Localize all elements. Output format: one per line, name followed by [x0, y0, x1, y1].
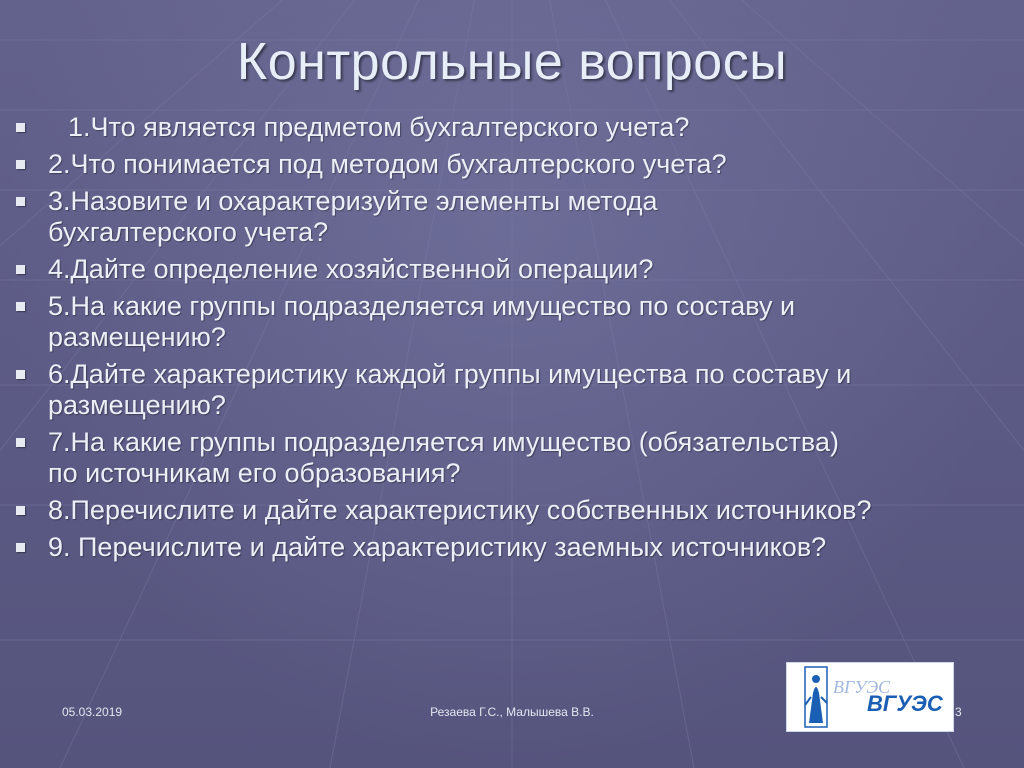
square-bullet-icon — [16, 160, 25, 169]
square-bullet-icon — [16, 543, 25, 552]
list-item — [14, 149, 934, 180]
list-item — [14, 291, 934, 353]
question-text: 3.Назовите и охарактеризуйте элементы метода бухгалтерского учета? — [48, 186, 658, 247]
square-bullet-icon — [16, 370, 25, 379]
list-item — [14, 359, 934, 421]
square-bullet-icon — [16, 265, 25, 274]
list-item — [14, 495, 934, 526]
square-bullet-icon — [16, 438, 25, 447]
list-item — [14, 532, 934, 563]
slide-title: Контрольные вопросы — [236, 33, 788, 91]
question-text: 2.Что понимается под методом бухгалтерского учета? — [48, 149, 727, 179]
question-text: 9. Перечислите и дайте характеристику заемных источников? — [48, 532, 827, 562]
question-text: 6.Дайте характеристику каждой группы имущества по составу и размещению? — [48, 359, 852, 420]
list-item — [14, 186, 934, 248]
footer-page-number: 3 — [955, 705, 962, 719]
university-logo-graphic — [787, 663, 953, 731]
questions-list — [14, 112, 934, 569]
list-item — [14, 254, 934, 285]
square-bullet-icon — [16, 123, 25, 132]
question-text: 1.Что является предметом бухгалтерского учета? — [68, 112, 690, 142]
footer-date: 05.03.2019 — [62, 705, 123, 719]
footer-authors: Резаева Г.С., Малышева В.В. — [430, 705, 594, 719]
question-text: 5.На какие группы подразделяется имущество по составу и размещению? — [48, 291, 796, 352]
square-bullet-icon — [16, 302, 25, 311]
square-bullet-icon — [16, 197, 25, 206]
question-text: 7.На какие группы подразделяется имущество (обязательства) по источникам его образования? — [48, 427, 839, 488]
question-text: 4.Дайте определение хозяйственной операции? — [48, 254, 654, 284]
square-bullet-icon — [16, 506, 25, 515]
list-item — [14, 112, 934, 143]
logo-text-main: ВГУЭС — [867, 691, 943, 716]
logo-text-top: ВГУЭС — [833, 677, 891, 697]
list-item — [14, 427, 934, 489]
question-text: 8.Перечислите и дайте характеристику собственных источников? — [48, 495, 872, 525]
university-logo — [786, 662, 954, 732]
